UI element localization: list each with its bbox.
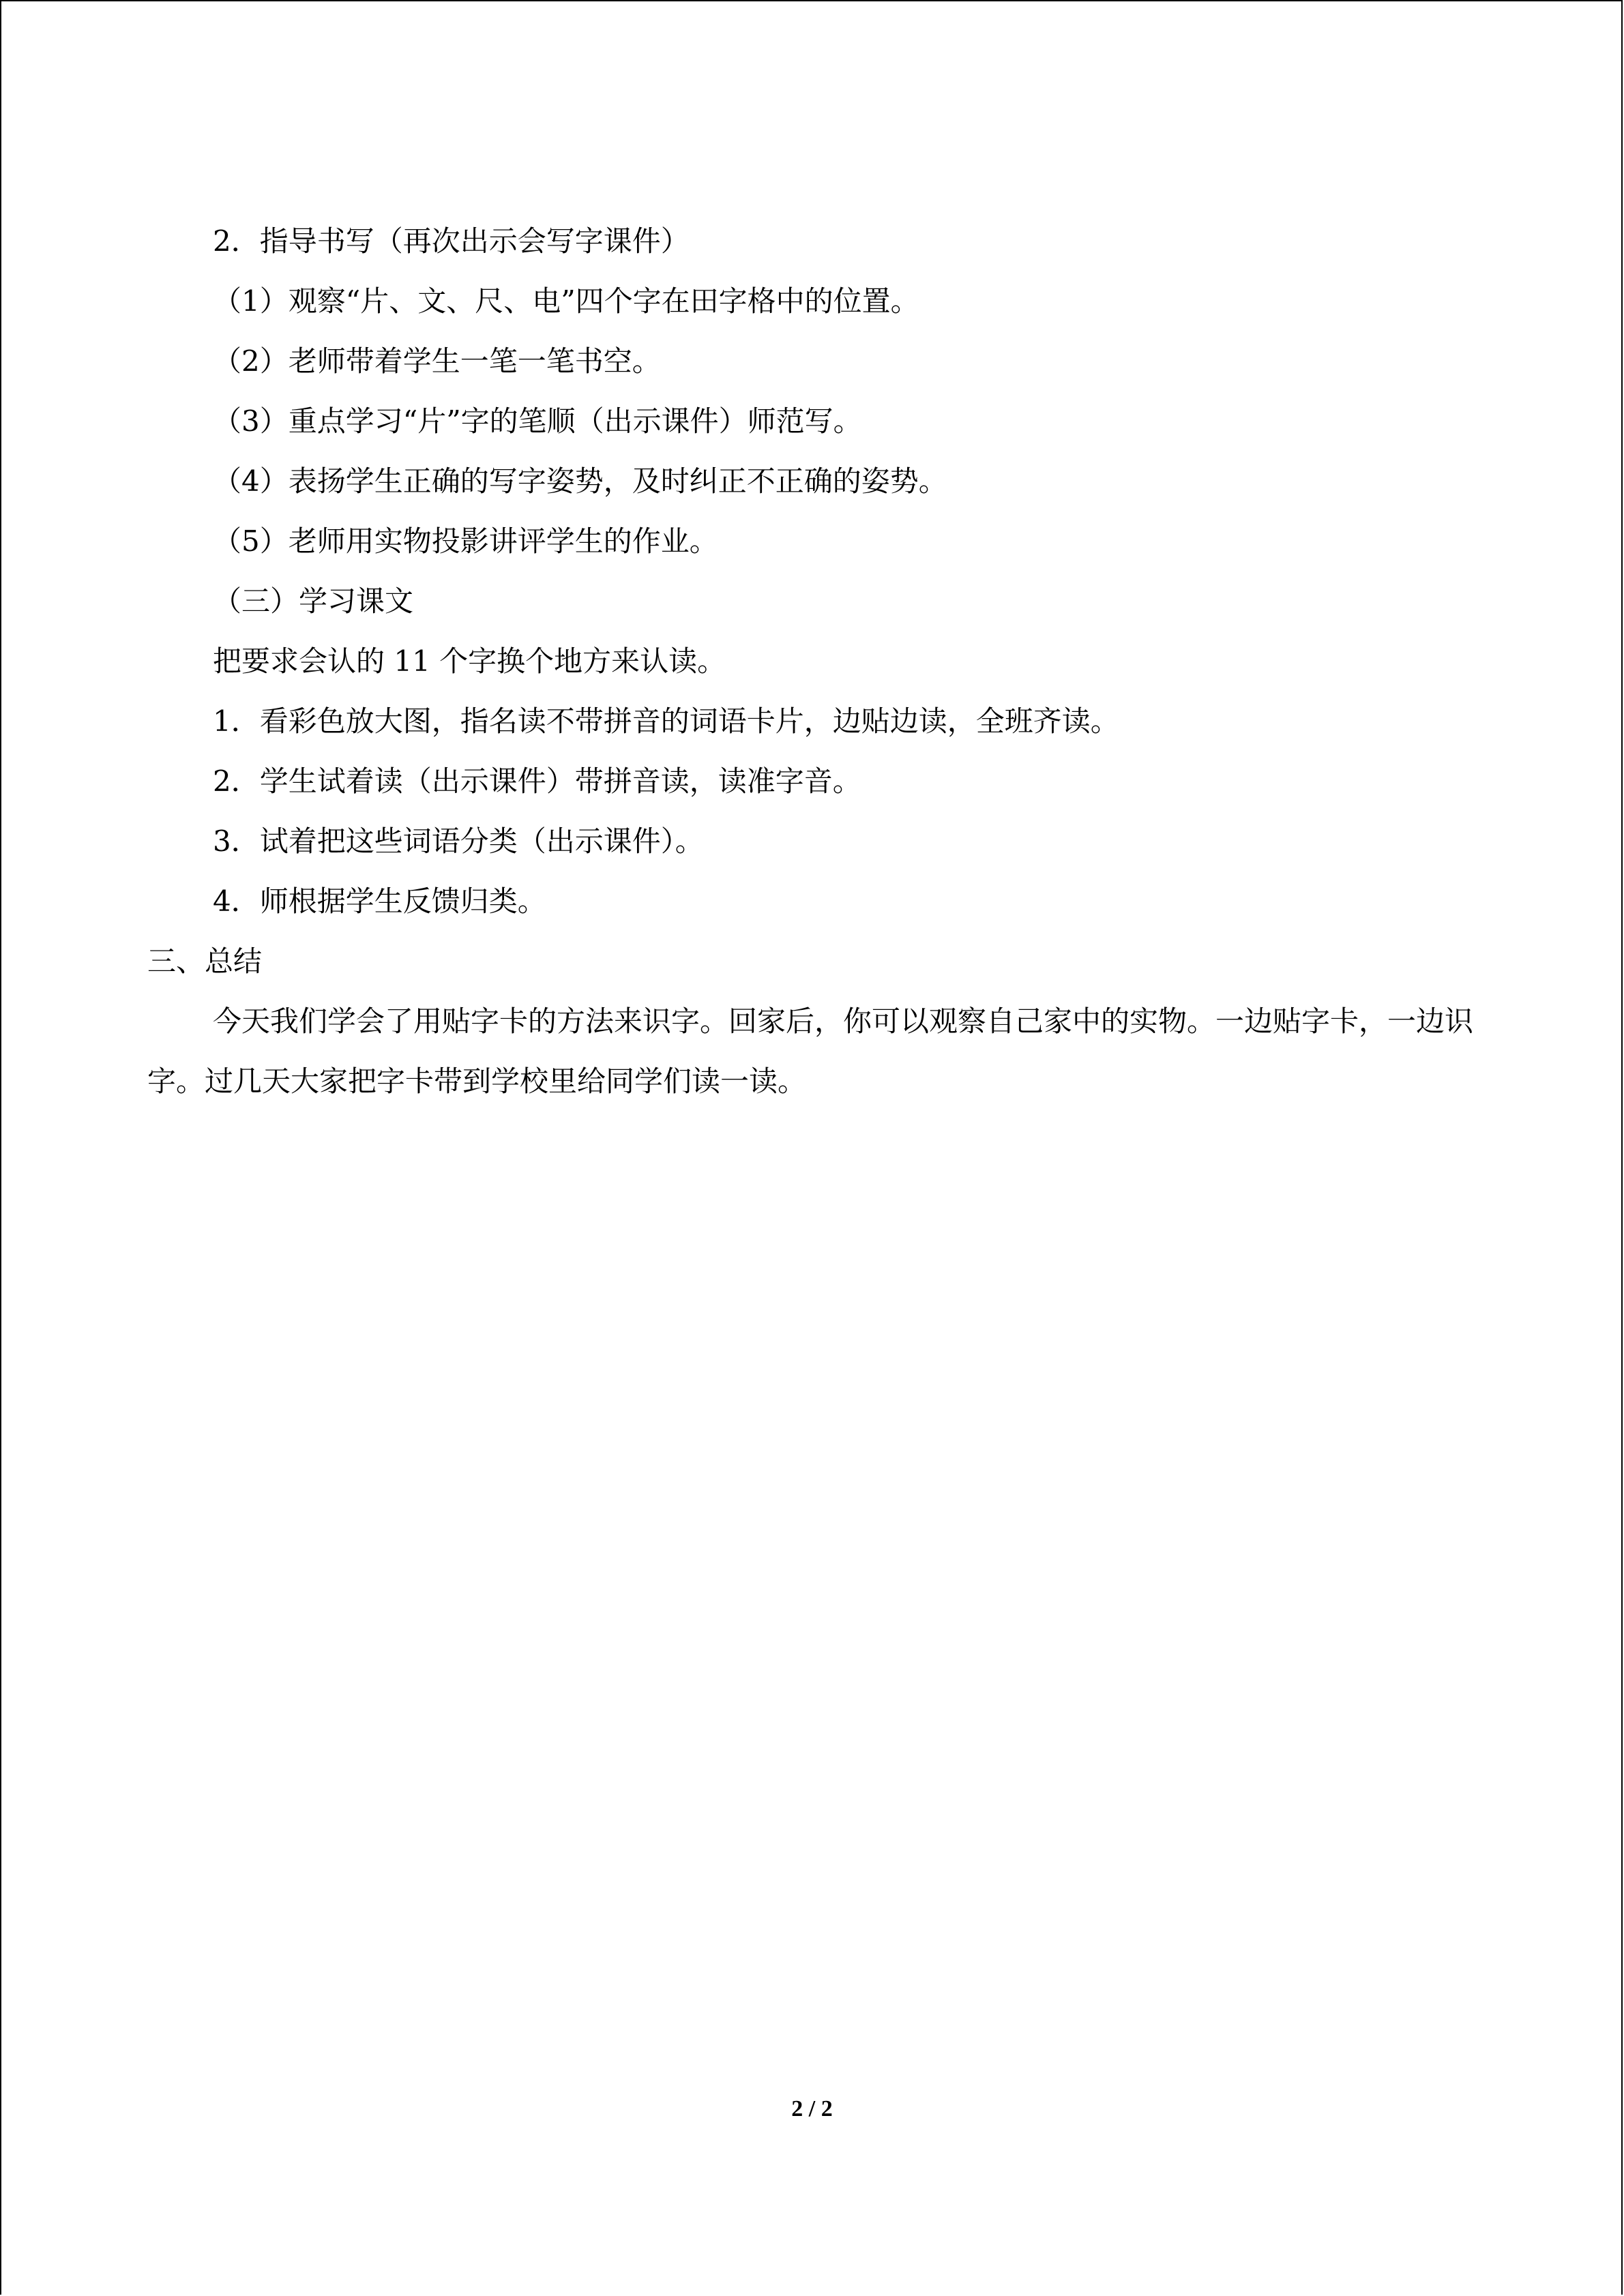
section-heading-summary: 三、总结 xyxy=(147,944,263,978)
step-posture: （4）表扬学生正确的写字姿势，及时纠正不正确的姿势。 xyxy=(213,464,947,498)
step-try-reading: 2．学生试着读（出示课件）带拼音读，读准字音。 xyxy=(213,764,861,798)
page-number: 2 / 2 xyxy=(791,2096,833,2121)
text-reread-characters: 把要求会认的 11 个字换个地方来认读。 xyxy=(213,644,726,678)
step-classify: 3．试着把这些词语分类（出示课件）。 xyxy=(213,824,704,858)
step-writing-guide: 2．指导书写（再次出示会写字课件） xyxy=(213,224,690,258)
document-body xyxy=(147,211,1477,1112)
step-review-homework: （5）老师用实物投影讲评学生的作业。 xyxy=(213,524,718,558)
step-stroke-order: （3）重点学习“片”字的笔顺（出示课件）师范写。 xyxy=(213,404,862,438)
step-look-picture: 1．看彩色放大图，指名读不带拼音的词语卡片，边贴边读，全班齐读。 xyxy=(213,704,1119,738)
step-teacher-sort: 4．师根据学生反馈归类。 xyxy=(213,884,546,918)
summary-paragraph: 今天我们学会了用贴字卡的方法来识字。回家后，你可以观察自己家中的实物。一边贴字卡，一边识字。过几天大家把字卡带到学校里给同学们读一读。 xyxy=(147,1004,1474,1098)
subheading-learn-text: （三）学习课文 xyxy=(213,584,414,618)
step-air-writing: （2）老师带着学生一笔一笔书空。 xyxy=(213,344,661,378)
step-observe: （1）观察“片、文、尺、电”四个字在田字格中的位置。 xyxy=(213,284,919,318)
